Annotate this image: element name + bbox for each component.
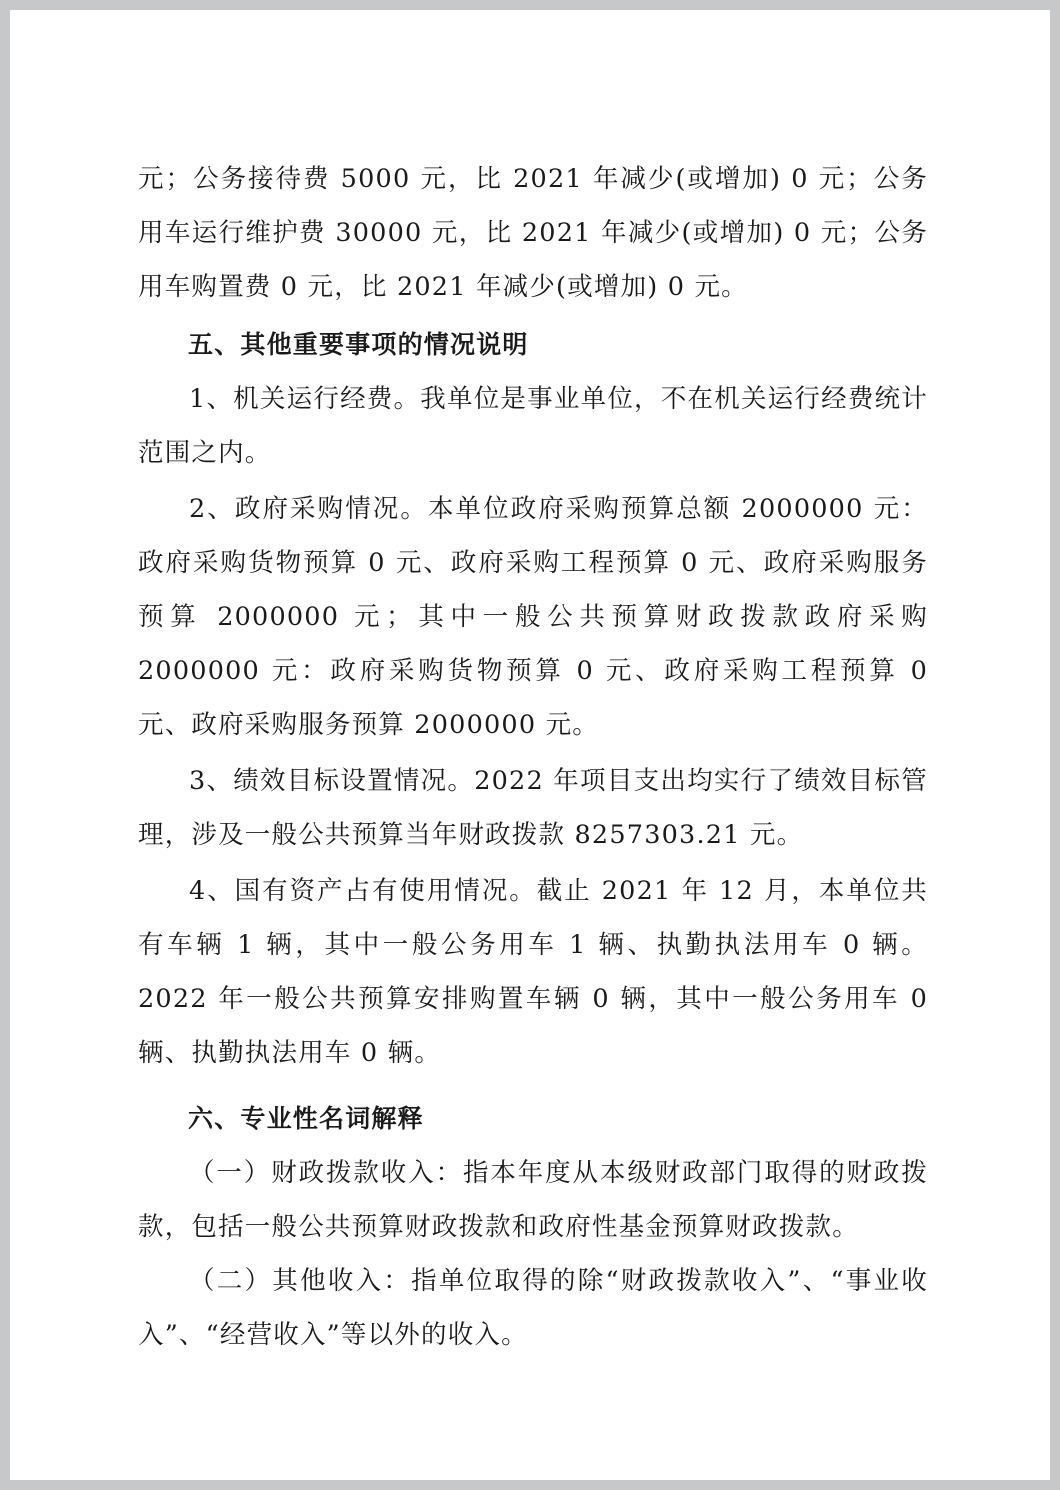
paragraph-performance-targets: 3、绩效目标设置情况。2022 年项目支出均实行了绩效目标管理，涉及一般公共预算当年财政拨款 8257303.21 元。 [138, 766, 928, 850]
paragraph-government-procurement: 2、政府采购情况。本单位政府采购预算总额 2000000 元：政府采购货物预算 0 元、政府采购工程预算 0 元、政府采购服务预算 2000000 元；其中一般公共预算财政拨款政府采购2000000 元：政府采购货物预算 0 元、政府采购工程预算 0 元、政府采购服务预算 2000000 元。 [138, 494, 928, 740]
paragraph-fiscal-appropriation: （一）财政拨款收入：指本年度从本级财政部门取得的财政拨款，包括一般公共预算财政拨款和政府性基金预算财政拨款。 [138, 1158, 928, 1242]
paragraph-operating-expenses: 1、机关运行经费。我单位是事业单位，不在机关运行经费统计范围之内。 [138, 384, 928, 468]
paragraph-state-assets: 4、国有资产占有使用情况。截止 2021 年 12 月，本单位共有车辆 1 辆，其中一般公务用车 1 辆、执勤执法用车 0 辆。2022 年一般公共预算安排购置车辆 0 辆，其中一般公务用车 0 辆、执勤执法用车 0 辆。 [138, 876, 928, 1068]
document-page [10, 10, 1050, 1480]
section-heading-terminology: 六、专业性名词解释 [188, 1104, 424, 1133]
paragraph-other-income: （二）其他收入：指单位取得的除“财政拨款收入”、“事业收入”、“经营收入”等以外的收入。 [138, 1266, 928, 1350]
paragraph-vehicle-expenses: 元；公务接待费 5000 元，比 2021 年减少(或增加) 0 元；公务用车运行维护费 30000 元，比 2021 年减少(或增加) 0 元；公务用车购置费 0 元，比 2021 年减少(或增加) 0 元。 [138, 164, 928, 302]
document-body [138, 152, 928, 1362]
section-heading-other-matters: 五、其他重要事项的情况说明 [188, 330, 529, 359]
